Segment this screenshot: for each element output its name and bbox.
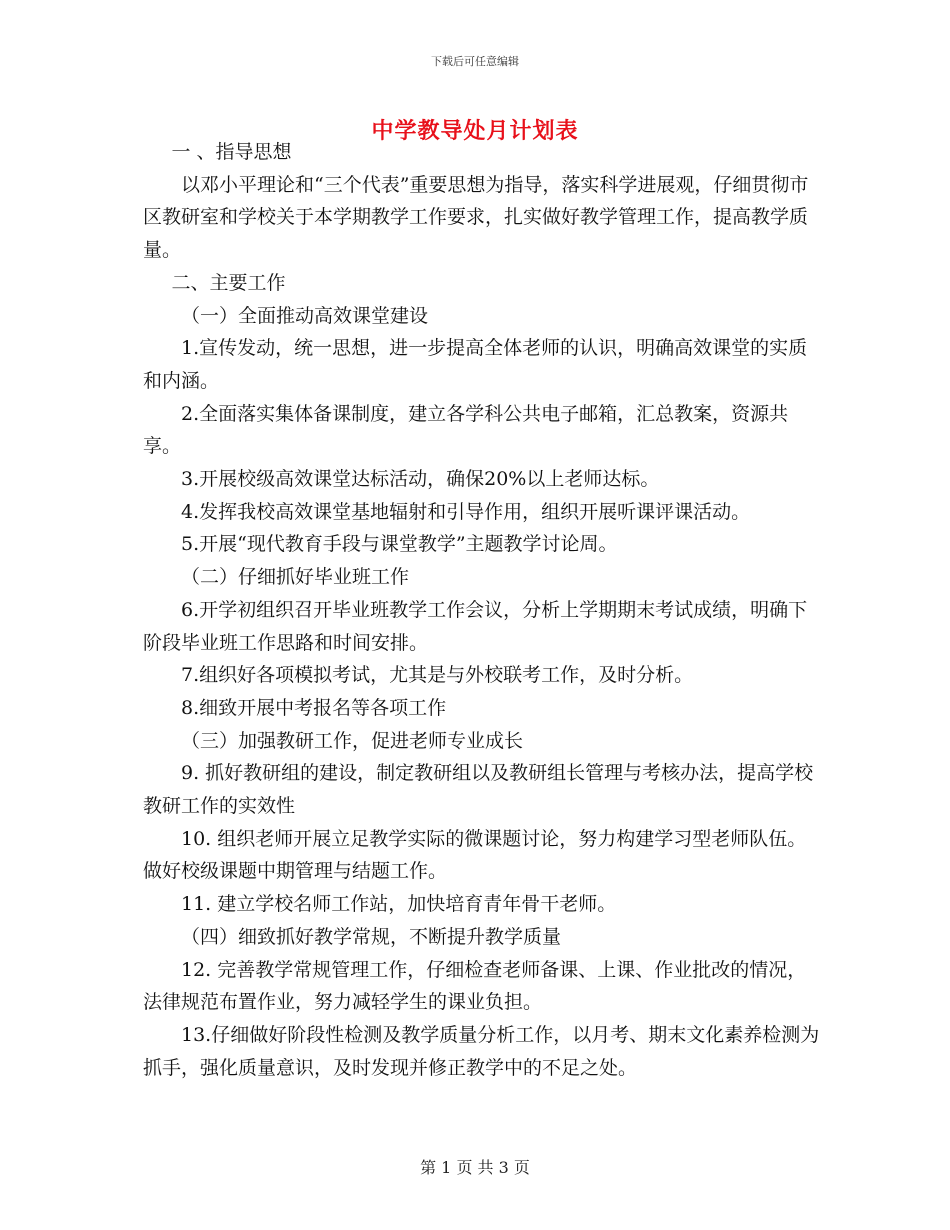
page-footer: 第 1 页 共 3 页: [420, 1158, 530, 1177]
list-item-11: 11. 建立学校名师工作站，加快培育青年骨干老师。: [181, 893, 617, 916]
subsection-heading-efficient-classroom: （一）全面推动高效课堂建设: [181, 304, 429, 327]
list-item-4: 4.发挥我校高效课堂基地辐射和引导作用，组织开展听课评课活动。: [181, 500, 751, 523]
paragraph-guiding-ideology: 以邓小平理论和“三个代表”重要思想为指导，落实科学进展观，仔细贯彻市区教研室和学校关于本学期教学工作要求，扎实做好教学管理工作，提高教学质量。: [143, 173, 809, 262]
subsection-heading-graduating-class: （二）仔细抓好毕业班工作: [181, 566, 410, 589]
list-item-2: 2.全面落实集体备课制度，建立各学科公共电子邮箱，汇总教案，资源共享。: [143, 402, 789, 458]
list-item-7: 7.组织好各项模拟考试，尤其是与外校联考工作，及时分析。: [181, 664, 694, 687]
list-item-8: 8.细致开展中考报名等各项工作: [181, 696, 447, 719]
list-item-3: 3.开展校级高效课堂达标活动，确保20%以上老师达标。: [181, 468, 660, 491]
subsection-heading-teaching-research: （三）加强教研工作，促进老师专业成长: [181, 729, 524, 752]
section-heading-guiding-ideology: 一 、指导思想: [171, 141, 292, 163]
list-item-13: 13.仔细做好阶段性检测及教学质量分析工作，以月考、期末文化素养检测为抓手，强化质量意识，及时发现并修正教学中的不足之处。: [143, 1023, 820, 1079]
list-item-10: 10. 组织老师开展立足教学实际的微课题讨论，努力构建学习型老师队伍。做好校级课题中期管理与结题工作。: [143, 827, 807, 883]
list-item-6: 6.开学初组织召开毕业班教学工作会议，分析上学期期末考试成绩，明确下阶段毕业班工作思路和时间安排。: [143, 598, 808, 654]
document-body: [143, 136, 823, 1084]
list-item-12: 12. 完善教学常规管理工作，仔细检查老师备课、上课、作业批改的情况，法律规范布置作业，努力减轻学生的课业负担。: [143, 958, 807, 1014]
list-item-9: 9. 抓好教研组的建设，制定教研组以及教研组长管理与考核办法，提高学校教研工作的实效性: [143, 762, 814, 818]
list-item-1: 1.宣传发动，统一思想，进一步提高全体老师的认识，明确高效课堂的实质和内涵。: [143, 337, 808, 392]
page-header-note: 下载后可任意编辑: [431, 55, 519, 68]
section-heading-main-work: 二、主要工作: [171, 271, 286, 294]
subsection-heading-teaching-routine: （四）细致抓好教学常规，不断提升教学质量: [181, 925, 562, 948]
document-title: 中学教导处月计划表: [371, 119, 579, 144]
list-item-5: 5.开展“现代教育手段与课堂教学”主题教学讨论周。: [181, 533, 618, 556]
